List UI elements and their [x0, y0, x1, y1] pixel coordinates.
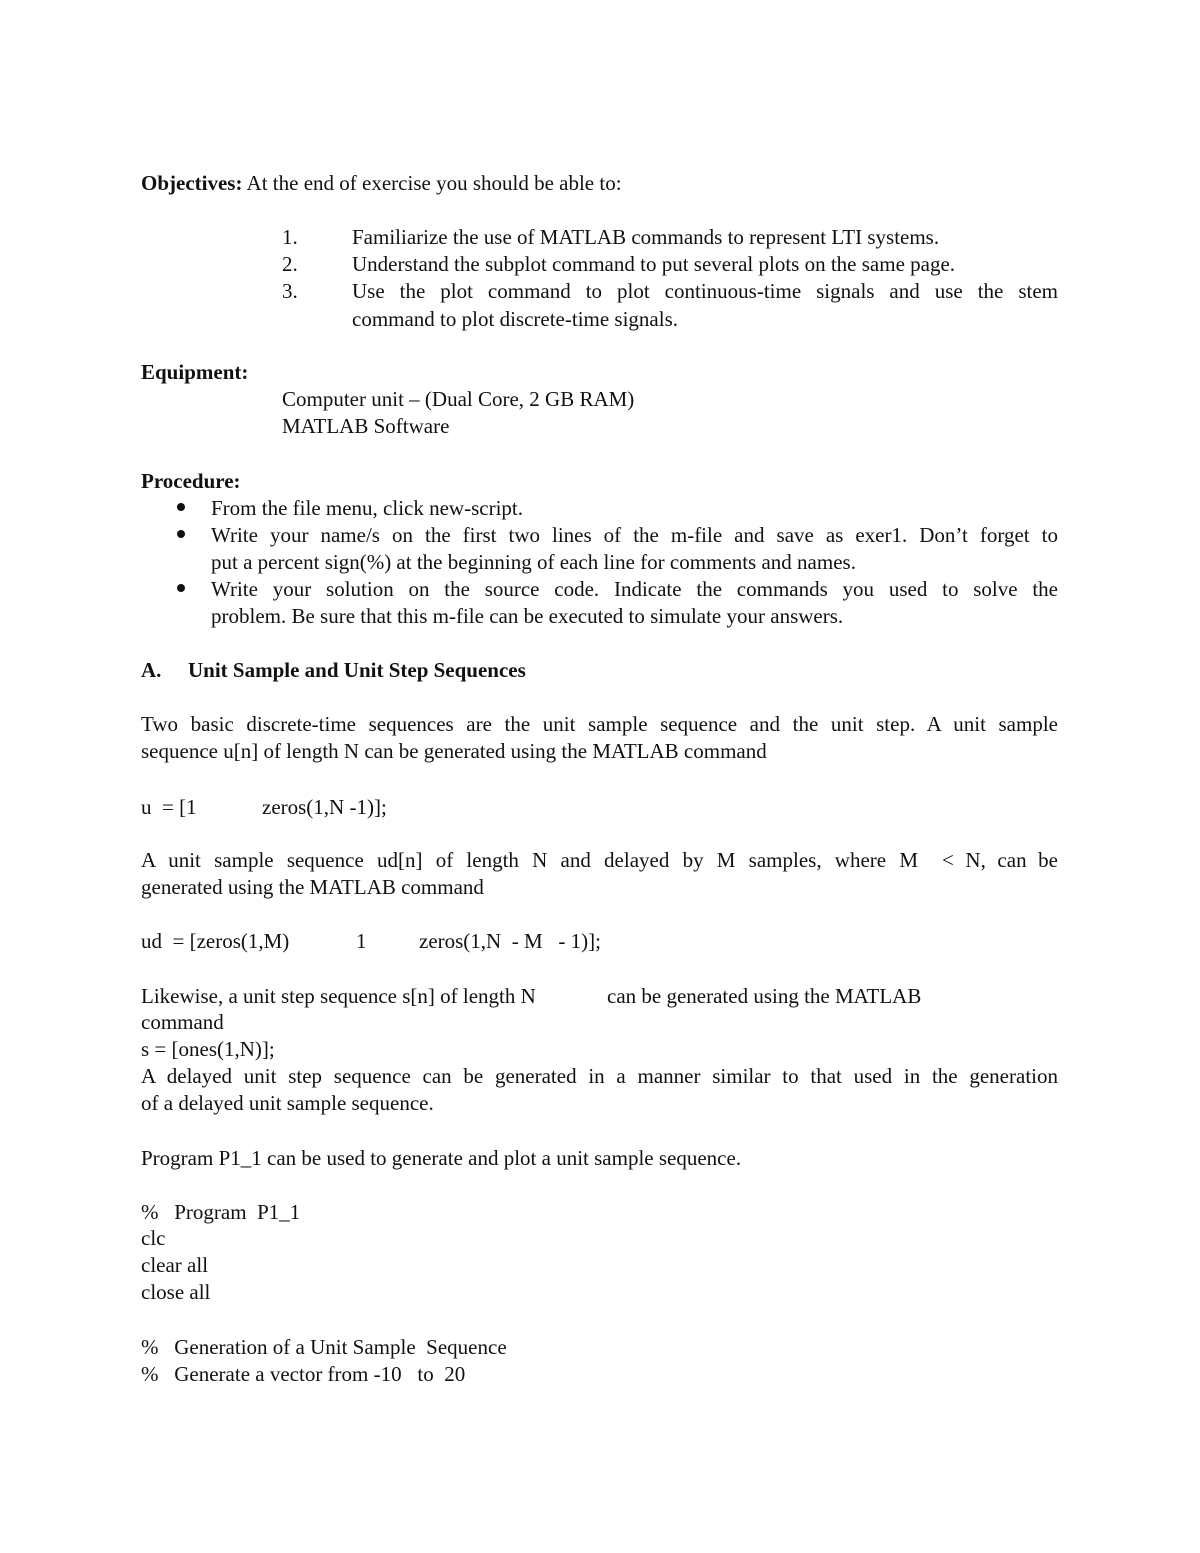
- objective-text-1: Familiarize the use of MATLAB commands to represent LTI systems.: [352, 225, 940, 249]
- code2-part3: zeros(1,N - M - 1)];: [419, 929, 601, 953]
- code2-part2: 1: [356, 929, 367, 953]
- objective-num-1: 1.: [282, 225, 298, 249]
- program-line-4: close all: [141, 1280, 211, 1304]
- para3-line5: of a delayed unit sample sequence.: [141, 1091, 434, 1115]
- program-comment-1: % Generation of a Unit Sample Sequence: [141, 1335, 507, 1359]
- equipment-item-1: Computer unit – (Dual Core, 2 GB RAM): [282, 387, 635, 411]
- procedure-item-2-line1: Write your name/s on the first two lines of the m-file and save as exer1. Don’t forget to: [211, 523, 1058, 547]
- objective-num-2: 2.: [282, 252, 298, 276]
- para3-line1b: can be generated using the MATLAB: [607, 984, 922, 1008]
- procedure-item-3-line2: problem. Be sure that this m-file can be executed to simulate your answers.: [211, 604, 844, 628]
- objectives-line: [141, 170, 622, 197]
- program-line-2: clc: [141, 1226, 166, 1250]
- code2-part1: ud = [zeros(1,M): [141, 929, 290, 953]
- section-title: Unit Sample and Unit Step Sequences: [188, 658, 526, 682]
- para3-line2: command: [141, 1010, 224, 1034]
- objective-text-3-line1: Use the plot command to plot continuous-time signals and use the stem: [352, 279, 1058, 303]
- section-letter: A.: [141, 658, 162, 682]
- objectives-label: Objectives:: [141, 171, 243, 195]
- equipment-label: Equipment:: [141, 360, 249, 384]
- bullet-icon: [177, 503, 185, 511]
- objective-num-3: 3.: [282, 279, 298, 303]
- code1-part2: zeros(1,N -1)];: [262, 795, 387, 819]
- program-line-3: clear all: [141, 1253, 209, 1277]
- objective-text-2: Understand the subplot command to put several plots on the same page.: [352, 252, 956, 276]
- para1-line1: Two basic discrete-time sequences are the unit sample sequence and the unit step. A unit sample: [141, 712, 1058, 736]
- para3-code: s = [ones(1,N)];: [141, 1037, 275, 1061]
- equipment-item-2: MATLAB Software: [282, 414, 450, 438]
- procedure-label: Procedure:: [141, 469, 241, 493]
- procedure-item-1: From the file menu, click new-script.: [211, 496, 523, 520]
- para2-line2: generated using the MATLAB command: [141, 875, 484, 899]
- program-comment-2: % Generate a vector from -10 to 20: [141, 1362, 466, 1386]
- para3-line4: A delayed unit step sequence can be generated in a manner similar to that used in the generation: [141, 1064, 1058, 1088]
- para2-line1a: A unit sample sequence ud[n] of length N and delayed by M samples, where M: [141, 848, 918, 872]
- procedure-item-3-line1: Write your solution on the source code. Indicate the commands you used to solve the: [211, 577, 1058, 601]
- bullet-icon: [177, 530, 185, 538]
- procedure-item-2-line2: put a percent sign(%) at the beginning of each line for comments and names.: [211, 550, 856, 574]
- program-line-1: % Program P1_1: [141, 1200, 301, 1224]
- para1-line2: sequence u[n] of length N can be generated using the MATLAB command: [141, 739, 767, 763]
- para3-line1a: Likewise, a unit step sequence s[n] of length N: [141, 984, 536, 1008]
- objectives-intro: At the end of exercise you should be able to:: [242, 171, 622, 195]
- code1-part1: u = [1: [141, 795, 197, 819]
- para4: Program P1_1 can be used to generate and plot a unit sample sequence.: [141, 1146, 742, 1170]
- objective-text-3-line2: command to plot discrete-time signals.: [352, 307, 679, 331]
- para2-line1b: < N, can be: [942, 848, 1058, 872]
- bullet-icon: [177, 584, 185, 592]
